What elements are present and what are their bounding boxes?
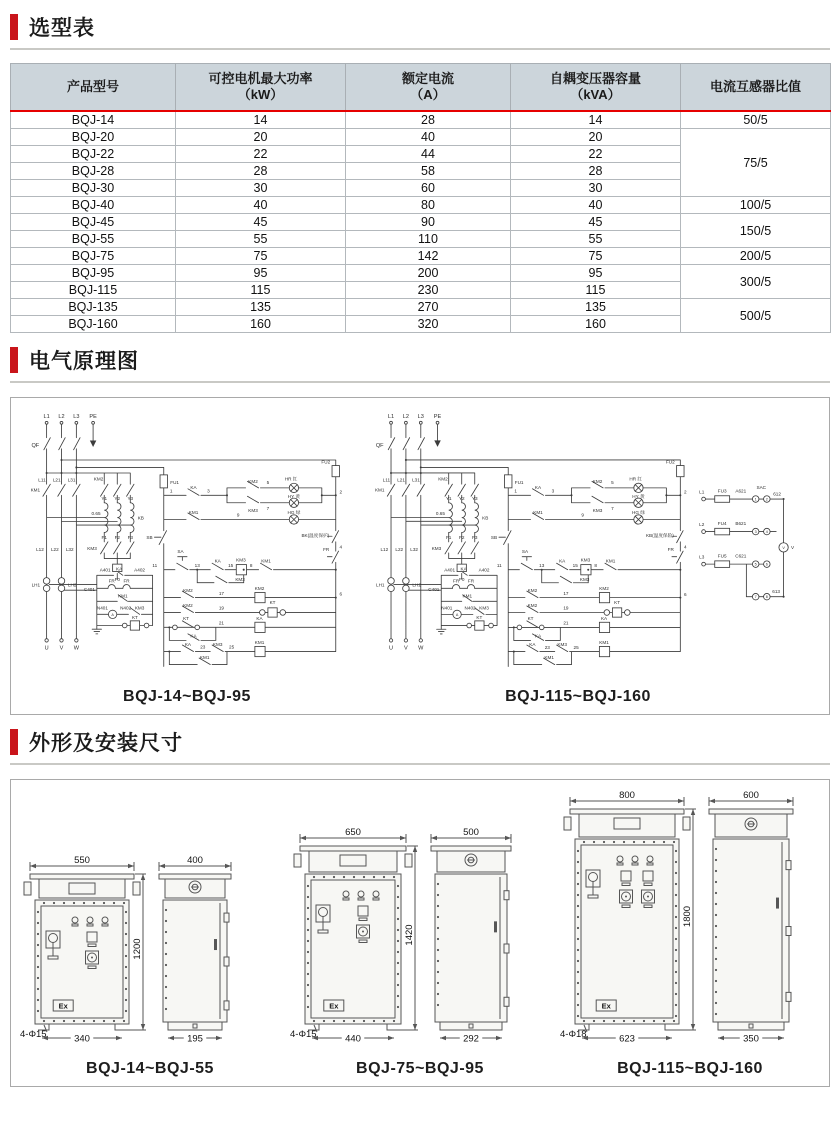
svg-text:A621: A621 (735, 488, 747, 494)
cell-current_a: 110 (346, 231, 511, 248)
svg-text:KM1: KM1 (199, 654, 210, 660)
table-row (11, 248, 831, 265)
cell-model: BQJ-30 (11, 180, 176, 197)
table-row (11, 129, 831, 146)
svg-text:KA: KA (256, 615, 263, 621)
svg-text:6: 6 (339, 591, 343, 597)
svg-text:612: 612 (773, 491, 781, 497)
cell-capacity_kva: 14 (511, 111, 681, 129)
svg-text:N402: N402 (120, 605, 132, 611)
cell-current_a: 60 (346, 180, 511, 197)
section-header-dimensions (10, 727, 830, 757)
col-header-model: 产品型号 (11, 64, 176, 112)
svg-text:292: 292 (463, 1033, 479, 1045)
svg-text:L1: L1 (43, 414, 50, 421)
cell-power_kw: 95 (176, 265, 346, 282)
cell-model: BQJ-14 (11, 111, 176, 129)
svg-text:C401: C401 (83, 587, 95, 593)
section-divider (10, 763, 830, 765)
cell-capacity_kva: 75 (511, 248, 681, 265)
svg-text:613: 613 (772, 588, 781, 594)
col-header-current: 额定电流 （A） (346, 64, 511, 112)
table-row (11, 265, 831, 282)
schematic-right-block (359, 406, 797, 712)
svg-text:Y3: Y3 (127, 495, 134, 501)
svg-text:F2: F2 (114, 535, 120, 541)
svg-text:W: W (73, 645, 79, 652)
svg-text:FU3: FU3 (717, 488, 727, 494)
svg-text:1200: 1200 (132, 938, 143, 960)
table-row (11, 197, 831, 214)
svg-text:HY 黄: HY 黄 (287, 494, 301, 500)
cell-capacity_kva: 45 (511, 214, 681, 231)
cell-model: BQJ-160 (11, 316, 176, 333)
cell-current_a: 270 (346, 299, 511, 316)
svg-text:Ex: Ex (329, 1001, 339, 1011)
svg-text:4-Φ15: 4-Φ15 (20, 1029, 47, 1040)
cell-model: BQJ-75 (11, 248, 176, 265)
table-row (11, 111, 831, 129)
svg-text:F3: F3 (127, 535, 133, 541)
svg-text:FR: FR (108, 578, 115, 584)
svg-text:KM1: KM1 (30, 487, 41, 493)
svg-text:5: 5 (754, 562, 757, 567)
selection-table (10, 63, 831, 333)
section-title-schematic: 电气原理图 (29, 350, 139, 373)
svg-text:KM2: KM2 (93, 476, 104, 482)
col-header-ct-ratio: 电流互感器比值 (681, 64, 831, 112)
svg-text:KA: KA (190, 484, 197, 490)
svg-text:8: 8 (249, 562, 253, 568)
col-header-capacity: 自耦变压器容量 （kVA） (511, 64, 681, 112)
cell-current_a: 200 (346, 265, 511, 282)
svg-text:KM3: KM3 (248, 508, 258, 514)
cabinet-drawing-large (559, 786, 821, 1058)
section-header-selection (10, 12, 830, 42)
svg-text:KT: KT (269, 600, 276, 606)
svg-text:6: 6 (765, 562, 768, 567)
svg-text:LH1: LH1 (31, 582, 41, 588)
cell-current_a: 142 (346, 248, 511, 265)
svg-text:L32: L32 (65, 547, 74, 553)
svg-text:3: 3 (754, 529, 757, 534)
cabinet-drawing-small (19, 786, 281, 1058)
schematic-base-circuit (31, 414, 343, 666)
cell-model: BQJ-95 (11, 265, 176, 282)
svg-text:19: 19 (218, 605, 224, 611)
cell-current_a: 90 (346, 214, 511, 231)
svg-text:2: 2 (339, 489, 343, 495)
cell-ct-ratio: 300/5 (681, 265, 831, 299)
svg-text:600: 600 (743, 790, 759, 801)
svg-text:A402: A402 (134, 567, 145, 573)
svg-text:17: 17 (218, 590, 224, 596)
dimensions-panel (10, 779, 830, 1087)
svg-text:4: 4 (765, 529, 768, 534)
svg-text:FU4: FU4 (717, 521, 727, 527)
svg-text:KM3: KM3 (236, 557, 246, 563)
schematic-caption-left: BQJ-14~BQJ-95 (123, 688, 251, 705)
svg-text:23: 23 (200, 644, 206, 650)
section-divider (10, 48, 830, 50)
cabinet-caption: BQJ-14~BQJ-55 (86, 1060, 214, 1077)
svg-text:LH2: LH2 (67, 582, 77, 588)
cell-power_kw: 22 (176, 146, 346, 163)
section-title-dimensions: 外形及安装尺寸 (29, 732, 183, 755)
svg-text:340: 340 (74, 1033, 90, 1045)
svg-text:8: 8 (765, 595, 768, 600)
svg-text:KA: KA (190, 633, 197, 639)
svg-text:HR 红: HR 红 (284, 476, 298, 482)
svg-text:0.65: 0.65 (91, 510, 101, 516)
svg-text:15: 15 (228, 562, 234, 568)
cabinet-caption: BQJ-75~BQJ-95 (356, 1060, 484, 1077)
svg-text:4-Φ15: 4-Φ15 (290, 1029, 317, 1040)
svg-text:FR: FR (123, 578, 130, 584)
svg-text:KM2: KM2 (183, 602, 193, 608)
cell-power_kw: 30 (176, 180, 346, 197)
svg-text:KA: KA (184, 641, 192, 647)
section-title-selection: 选型表 (29, 17, 95, 40)
svg-text:400: 400 (187, 855, 203, 866)
cell-capacity_kva: 135 (511, 299, 681, 316)
svg-text:V: V (59, 645, 64, 652)
cell-capacity_kva: 20 (511, 129, 681, 146)
svg-text:7: 7 (754, 595, 757, 600)
svg-text:L21: L21 (52, 477, 61, 483)
svg-text:KT: KT (131, 614, 138, 620)
section-divider (10, 381, 830, 383)
svg-text:KM1: KM1 (118, 593, 128, 599)
cell-model: BQJ-28 (11, 163, 176, 180)
svg-text:7: 7 (266, 506, 270, 512)
cell-ct-ratio: 500/5 (681, 299, 831, 333)
cabinet-group-small (17, 786, 283, 1084)
svg-text:L2: L2 (699, 522, 705, 527)
svg-text:U: U (44, 645, 49, 652)
svg-text:FU2: FU2 (321, 459, 331, 465)
section-header-schematic (10, 345, 830, 375)
svg-text:N401: N401 (96, 605, 108, 611)
schematic-left-block (15, 406, 359, 712)
svg-text:13: 13 (194, 562, 200, 568)
svg-text:F0: F0 (114, 576, 120, 582)
svg-text:KM3: KM3 (235, 576, 245, 582)
cell-ct-ratio: 75/5 (681, 129, 831, 197)
cell-current_a: 320 (346, 316, 511, 333)
cell-power_kw: 135 (176, 299, 346, 316)
svg-text:KM3: KM3 (134, 605, 145, 611)
svg-text:FR: FR (323, 547, 330, 553)
svg-text:L12: L12 (36, 547, 44, 553)
svg-text:KM3: KM3 (87, 546, 97, 552)
cell-model: BQJ-40 (11, 197, 176, 214)
svg-text:650: 650 (345, 827, 361, 838)
red-bar-icon (10, 14, 18, 40)
cell-current_a: 230 (346, 282, 511, 299)
svg-text:9: 9 (236, 512, 240, 518)
cell-model: BQJ-115 (11, 282, 176, 299)
svg-text:1800: 1800 (682, 905, 693, 928)
svg-text:B621: B621 (735, 521, 747, 527)
temp-protection-label: BK(温度保护) (301, 533, 330, 539)
cell-power_kw: 40 (176, 197, 346, 214)
svg-text:Ex: Ex (601, 1001, 611, 1011)
svg-text:11: 11 (152, 562, 158, 568)
svg-text:4: 4 (339, 544, 343, 550)
svg-text:500: 500 (463, 827, 479, 838)
svg-text:440: 440 (345, 1033, 361, 1045)
svg-text:KM1: KM1 (188, 509, 199, 515)
svg-text:3: 3 (207, 488, 210, 494)
cell-power_kw: 20 (176, 129, 346, 146)
red-bar-icon (10, 729, 18, 755)
svg-text:KM1: KM1 (254, 640, 265, 646)
svg-text:FU1: FU1 (170, 480, 180, 486)
schematic-diagram-bqj115-160 (359, 406, 797, 686)
svg-text:SAC: SAC (756, 484, 767, 490)
cell-current_a: 40 (346, 129, 511, 146)
voltmeter-sub-circuit (699, 485, 795, 600)
svg-text:L22: L22 (50, 547, 59, 553)
svg-text:25: 25 (229, 644, 235, 650)
svg-text:623: 623 (619, 1033, 635, 1045)
cell-ct-ratio: 200/5 (681, 248, 831, 265)
svg-text:V: V (791, 545, 795, 551)
red-bar-icon (10, 347, 18, 373)
schematic-diagram-bqj14-95 (15, 406, 359, 686)
table-row (11, 214, 831, 231)
svg-text:350: 350 (743, 1033, 759, 1045)
cabinet-group-large (557, 786, 823, 1084)
temp-fuse-label: KB(温度保险) (645, 533, 674, 539)
cell-model: BQJ-22 (11, 146, 176, 163)
svg-text:V: V (782, 545, 785, 550)
svg-text:1420: 1420 (404, 924, 415, 946)
cell-capacity_kva: 160 (511, 316, 681, 333)
svg-text:HG 绿: HG 绿 (287, 509, 301, 515)
cell-capacity_kva: 55 (511, 231, 681, 248)
cabinet-drawing-medium (289, 786, 551, 1058)
cell-capacity_kva: 95 (511, 265, 681, 282)
svg-text:195: 195 (187, 1033, 203, 1045)
svg-text:KM2: KM2 (254, 586, 265, 592)
cell-current_a: 58 (346, 163, 511, 180)
svg-text:L1: L1 (699, 489, 705, 495)
cell-capacity_kva: 30 (511, 180, 681, 197)
indicator-lamp-icons (287, 483, 301, 524)
cell-power_kw: 75 (176, 248, 346, 265)
cell-current_a: 80 (346, 197, 511, 214)
svg-text:SA: SA (177, 548, 184, 554)
svg-text:L11: L11 (38, 477, 46, 483)
schematic-panel (10, 397, 830, 715)
svg-text:KT: KT (183, 615, 190, 621)
svg-text:4-Φ18: 4-Φ18 (560, 1029, 587, 1040)
header-row (11, 64, 831, 112)
svg-text:L2: L2 (58, 414, 65, 421)
cell-capacity_kva: 28 (511, 163, 681, 180)
table-row (11, 299, 831, 316)
svg-text:FU5: FU5 (717, 553, 727, 559)
cell-power_kw: 45 (176, 214, 346, 231)
svg-text:PE: PE (89, 414, 97, 421)
cell-model: BQJ-45 (11, 214, 176, 231)
cell-capacity_kva: 40 (511, 197, 681, 214)
svg-text:21: 21 (218, 620, 224, 626)
svg-text:QF: QF (31, 442, 40, 449)
cell-power_kw: 14 (176, 111, 346, 129)
svg-text:C621: C621 (735, 553, 747, 559)
cell-current_a: 44 (346, 146, 511, 163)
svg-text:L3: L3 (699, 554, 705, 560)
cell-power_kw: 28 (176, 163, 346, 180)
cell-model: BQJ-20 (11, 129, 176, 146)
selection-table-body (11, 111, 831, 333)
cell-current_a: 28 (346, 111, 511, 129)
svg-text:A: A (111, 613, 114, 618)
cell-capacity_kva: 22 (511, 146, 681, 163)
svg-text:KM2: KM2 (183, 588, 193, 594)
col-header-power: 可控电机最大功率 （kW） (176, 64, 346, 112)
svg-text:KA: KA (116, 566, 123, 572)
cell-power_kw: 160 (176, 316, 346, 333)
svg-text:L31: L31 (67, 477, 76, 483)
cell-power_kw: 55 (176, 231, 346, 248)
cell-model: BQJ-55 (11, 231, 176, 248)
cell-power_kw: 115 (176, 282, 346, 299)
svg-text:2: 2 (765, 497, 768, 502)
cabinet-caption: BQJ-115~BQJ-160 (617, 1060, 763, 1077)
svg-text:F1: F1 (101, 535, 107, 541)
svg-text:KM3: KM3 (212, 641, 223, 647)
svg-text:Ex: Ex (58, 1001, 68, 1011)
svg-text:L3: L3 (73, 414, 80, 421)
cell-model: BQJ-135 (11, 299, 176, 316)
svg-text:800: 800 (619, 790, 635, 801)
svg-text:KB: KB (137, 515, 144, 521)
svg-text:KM1: KM1 (261, 558, 271, 564)
svg-text:SB: SB (146, 535, 153, 541)
svg-text:1: 1 (169, 488, 173, 494)
svg-text:550: 550 (74, 855, 90, 866)
cell-ct-ratio: 50/5 (681, 111, 831, 129)
svg-text:Y1: Y1 (101, 495, 108, 501)
svg-text:KA: KA (214, 558, 221, 564)
svg-text:1: 1 (754, 497, 757, 502)
svg-text:5: 5 (266, 480, 270, 486)
cell-capacity_kva: 115 (511, 282, 681, 299)
svg-text:A401: A401 (99, 567, 111, 573)
schematic-caption-right: BQJ-115~BQJ-160 (505, 688, 651, 705)
cell-ct-ratio: 100/5 (681, 197, 831, 214)
cabinet-group-medium (287, 786, 553, 1084)
svg-text:KM2: KM2 (248, 479, 258, 485)
cell-ct-ratio: 150/5 (681, 214, 831, 248)
svg-text:Y2: Y2 (114, 495, 121, 501)
